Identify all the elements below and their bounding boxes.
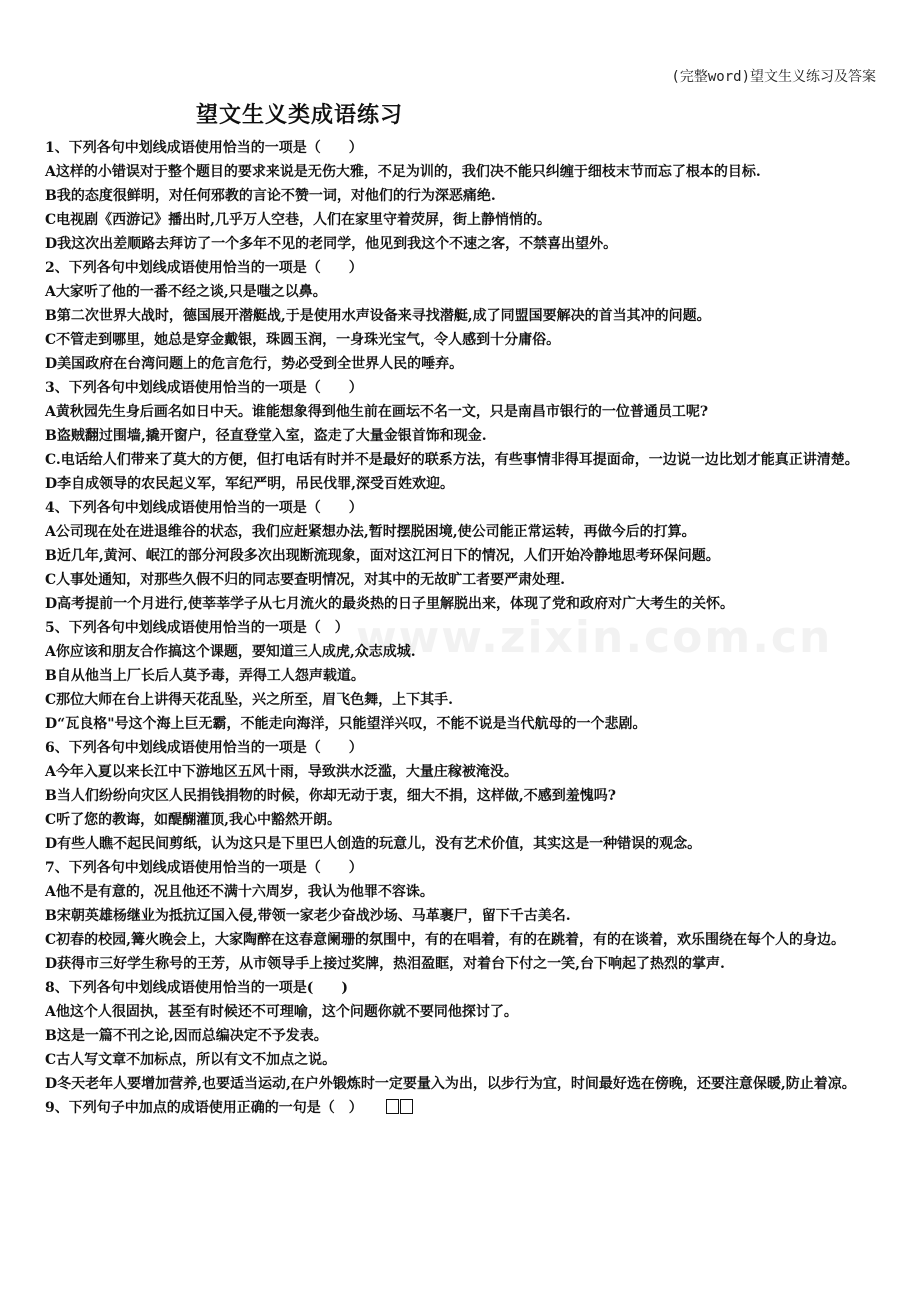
q1-option-c: C电视剧《西游记》播出时,几乎万人空巷，人们在家里守着荧屏，街上静悄悄的。 [45, 212, 552, 228]
q6-option-d: D有些人瞧不起民间剪纸，认为这只是下里巴人创造的玩意儿，没有艺术价值，其实这是一种错误的观念。 [45, 836, 702, 852]
question-4: 4、下列各句中划线成语使用恰当的一项是（ ） [45, 500, 363, 516]
q1-option-d: D我这次出差顺路去拜访了一个多年不见的老同学，他见到我这个不速之客，不禁喜出望外。 [45, 236, 618, 252]
q4-option-c: C人事处通知，对那些久假不归的同志要查明情况，对其中的无故旷工者要严肃处理. [45, 572, 566, 588]
document-header-note: (完整word)望文生义练习及答案 [671, 69, 876, 85]
q2-option-b: B第二次世界大战时，德国展开潜艇战,于是使用水声设备来寻找潜艇,成了同盟国要解决的首当其冲的问题。 [45, 308, 711, 324]
watermark-text: www.zixin.com.cn [356, 612, 833, 663]
placeholder-box-icon [386, 1099, 399, 1114]
q4-option-d: D高考提前一个月进行,使莘莘学子从七月流火的最炎热的日子里解脱出来，体现了党和政府对广大考生的关怀。 [45, 596, 735, 612]
page-title: 望文生义类成语练习 [196, 103, 404, 128]
question-8: 8、下列各句中划线成语使用恰当的一项是( ) [45, 980, 348, 996]
question-3: 3、下列各句中划线成语使用恰当的一项是（ ） [45, 380, 363, 396]
q6-option-c: C听了您的教诲，如醍醐灌顶,我心中豁然开朗。 [45, 812, 342, 828]
q3-option-a: A黄秋园先生身后画名如日中天。谁能想象得到他生前在画坛不名一文，只是南昌市银行的一位普通员工呢? [45, 404, 709, 420]
q7-option-b: B宋朝英雄杨继业为抵抗辽国入侵,带领一家老少奋战沙场、马革裹尸，留下千古美名. [45, 908, 571, 924]
q3-option-d: D李自成领导的农民起义军，军纪严明，吊民伐罪,深受百姓欢迎。 [45, 476, 455, 492]
q8-option-d: D冬天老年人要增加营养,也要适当运动,在户外锻炼时一定要量入为出，以步行为宜，时间最好选在傍晚，还要注意保暖,防止着凉。 [45, 1076, 856, 1092]
q6-option-b: B当人们纷纷向灾区人民捐钱捐物的时候，你却无动于衷，细大不捐，这样做,不感到羞愧吗? [45, 788, 616, 804]
question-6: 6、下列各句中划线成语使用恰当的一项是（ ） [45, 740, 363, 756]
placeholder-box-icon [400, 1099, 413, 1114]
exercise-body [45, 136, 879, 1120]
q1-option-a: A这样的小错误对于整个题目的要求来说是无伤大雅，不足为训的，我们决不能只纠缠于细枝末节而忘了根本的目标. [45, 164, 761, 180]
q5-option-a: A你应该和朋友合作搞这个课题，要知道三人成虎,众志成城. [45, 644, 416, 660]
q4-option-a: A公司现在处在进退维谷的状态，我们应赶紧想办法,暂时摆脱困境,使公司能正常运转，再做今后的打算。 [45, 524, 696, 540]
q8-option-a: A他这个人很固执，甚至有时候还不可理喻，这个问题你就不要同他探讨了。 [45, 1004, 518, 1020]
q1-option-b: B我的态度很鲜明，对任何邪教的言论不赞一词，对他们的行为深恶痛绝. [45, 188, 496, 204]
q8-option-b: B这是一篇不刊之论,因而总编决定不予发表。 [45, 1028, 328, 1044]
q3-option-b: B盗贼翻过围墙,撬开窗户，径直登堂入室，盗走了大量金银首饰和现金. [45, 428, 487, 444]
q2-option-d: D美国政府在台湾问题上的危言危行，势必受到全世界人民的唾弃。 [45, 356, 464, 372]
q4-option-b: B近几年,黄河、岷江的部分河段多次出现断流现象，面对这江河日下的情况，人们开始冷静地思考环保问题。 [45, 548, 720, 564]
q7-option-c: C初春的校园,篝火晚会上，大家陶醉在这春意阑珊的氛围中，有的在唱着，有的在跳着，有的在谈着，欢乐围绕在每个人的身边。 [45, 932, 846, 948]
q7-option-d: D获得市三好学生称号的王芳，从市领导手上接过奖牌，热泪盈眶，对着台下付之一笑,台下响起了热烈的掌声. [45, 956, 725, 972]
question-9: 9、下列句子中加点的成语使用正确的一句是（ ） [45, 1100, 363, 1116]
question-1: 1、下列各句中划线成语使用恰当的一项是（ ） [45, 140, 363, 156]
q6-option-a: A今年入夏以来长江中下游地区五风十雨，导致洪水泛滥，大量庄稼被淹没。 [45, 764, 518, 780]
question-2: 2、下列各句中划线成语使用恰当的一项是（ ） [45, 260, 363, 276]
question-9-line [45, 1096, 879, 1120]
q3-option-c: C.电话给人们带来了莫大的方便，但打电话有时并不是最好的联系方法，有些事情非得耳提面命，一边说一边比划才能真正讲清楚。 [45, 452, 859, 468]
q5-option-d: D“瓦良格"号这个海上巨无霸，不能走向海洋，只能望洋兴叹，不能不说是当代航母的一个悲剧。 [45, 716, 647, 732]
q2-option-c: C不管走到哪里，她总是穿金戴银，珠圆玉润，一身珠光宝气，令人感到十分庸俗。 [45, 332, 561, 348]
q5-option-b: B自从他当上厂长后人莫予毒，弄得工人怨声载道。 [45, 668, 365, 684]
q7-option-a: A他不是有意的，况且他还不满十六周岁，我认为他罪不容诛。 [45, 884, 434, 900]
question-5: 5、下列各句中划线成语使用恰当的一项是（ ） [45, 620, 349, 636]
question-7: 7、下列各句中划线成语使用恰当的一项是（ ） [45, 860, 363, 876]
q8-option-c: C古人写文章不加标点，所以有文不加点之说。 [45, 1052, 337, 1068]
q2-option-a: A大家听了他的一番不经之谈,只是嗤之以鼻。 [45, 284, 327, 300]
q5-option-c: C那位大师在台上讲得天花乱坠，兴之所至，眉飞色舞，上下其手. [45, 692, 454, 708]
placeholder-boxes [385, 1100, 413, 1116]
